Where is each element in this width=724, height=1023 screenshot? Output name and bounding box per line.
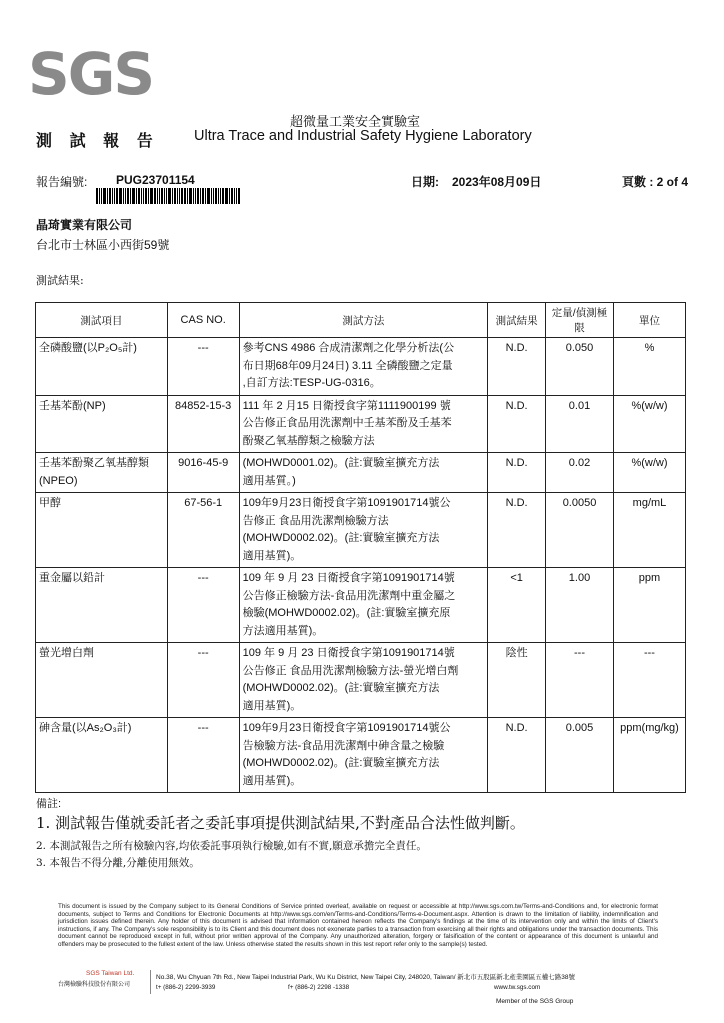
method-line: 109 年 9 月 23 日衛授食字第1091901714號 (242, 572, 455, 584)
barcode-bar (157, 188, 158, 204)
cell-unit: ppm (613, 568, 685, 643)
report-number: PUG23701154 (116, 173, 195, 187)
cell-cas: --- (167, 718, 239, 793)
method-line: 布日期68年09月24日) 3.11 全磷酸鹽之定量 (242, 359, 453, 372)
cell-method (239, 395, 488, 453)
cell-cas: --- (167, 643, 239, 718)
barcode-bar (234, 188, 235, 204)
method-line: 111 年 2 月15 日衛授食字第1111900199 號 (242, 399, 451, 412)
barcode-bar (148, 188, 149, 204)
barcode-bar (181, 188, 183, 204)
cell-item: 重金屬以鉛計 (36, 568, 168, 643)
barcode-bar (184, 188, 186, 204)
cell-limit: 0.01 (546, 395, 614, 453)
method-line: (MOHWD0002.02)。(註:實驗室擴充方法 (242, 682, 440, 694)
method-line: 適用基質)。 (242, 549, 302, 562)
cell-item: 甲醇 (36, 493, 168, 568)
table-header-row (36, 303, 686, 338)
cell-unit: %(w/w) (613, 453, 685, 493)
barcode-bar (145, 188, 147, 204)
barcode-bar (96, 188, 98, 204)
cell-method (239, 643, 488, 718)
footer-company-en: SGS Taiwan Ltd. (86, 970, 135, 977)
client-name: 晶琦實業有限公司 (36, 218, 133, 232)
method-line: 適用基質)。 (242, 699, 302, 712)
barcode-bar (207, 188, 210, 204)
footer-telephone: t+ (886-2) 2299-3939 (156, 984, 216, 991)
cell-limit: --- (546, 643, 614, 718)
cell-result: N.D. (488, 718, 546, 793)
barcode-bar (164, 188, 165, 204)
cell-unit: mg/mL (613, 493, 685, 568)
logo-text: SGS (28, 40, 154, 108)
client-address: 台北市士林區小西街59號 (36, 238, 170, 252)
method-line: (MOHWD0002.02)。(註:實驗室擴充方法 (242, 532, 440, 544)
method-line: 告檢驗方法-食品用洗潔劑中砷含量之檢驗 (242, 739, 445, 752)
footer-address: No.38, Wu Chyuan 7th Rd., New Taipei Industrial Park, Wu Ku District, New Taipei City, 248020, Taiwan/ 新北市五股區新北產業園區五權七路38號 (156, 974, 576, 981)
cell-limit: 0.0050 (546, 493, 614, 568)
barcode-bar (174, 188, 176, 204)
cell-limit: 1.00 (546, 568, 614, 643)
page-count: 頁數 : 2 of 4 (622, 175, 689, 189)
table-row (36, 395, 686, 453)
barcode-bar (187, 188, 188, 204)
header-limit: 定量/偵測極限 (546, 303, 614, 338)
footer-member: Member of the SGS Group (496, 998, 574, 1005)
barcode-bar (200, 188, 201, 204)
barcode-bar (168, 188, 171, 204)
barcode-bar (101, 188, 102, 204)
footer-company-zh: 台灣檢驗科技股份有限公司 (58, 982, 131, 988)
table-row (36, 493, 686, 568)
barcode-bar (161, 188, 163, 204)
barcode-bar (220, 188, 221, 204)
cell-item: 壬基苯酚聚乙氧基醇類(NPEO) (36, 453, 168, 493)
table-row (36, 718, 686, 793)
cell-result: N.D. (488, 395, 546, 453)
footer-website: www.tw.sgs.com (494, 984, 541, 991)
barcode-bar (125, 188, 126, 204)
method-line: 109 年 9 月 23 日衛授食字第1091901714號 (242, 647, 455, 659)
footer-divider (150, 970, 151, 994)
table-row (36, 338, 686, 396)
cell-item: 砷含量(以As₂O₃計) (36, 718, 168, 793)
header-unit: 單位 (613, 303, 685, 338)
cell-cas: --- (167, 338, 239, 396)
barcode-bar (119, 188, 122, 204)
barcode-bar (132, 188, 135, 204)
barcode-bar (99, 188, 100, 204)
cell-method (239, 718, 488, 793)
barcode-bar (130, 188, 131, 204)
method-line: 公告修正 食品用洗潔劑檢驗方法-螢光增白劑 (242, 664, 459, 677)
barcode-bar (229, 188, 230, 204)
barcode-bar (116, 188, 118, 204)
method-line: ,自訂方法:TESP-UG-0316。 (242, 377, 381, 389)
barcode-bar (193, 188, 194, 204)
method-line: 酚聚乙氧基醇類之檢驗方法 (242, 434, 375, 447)
barcode-bar (166, 188, 167, 204)
method-line: 公告修正食品用洗潔劑中壬基苯酚及壬基苯 (242, 417, 452, 429)
results-label: 測試結果: (36, 274, 84, 287)
table-row (36, 453, 686, 493)
lab-name-zh: 超微量工業安全實驗室 (290, 115, 421, 130)
notes-label: 備註: (36, 798, 62, 810)
cell-result: 陰性 (488, 643, 546, 718)
barcode (96, 188, 268, 204)
date-label: 日期: (411, 175, 439, 189)
report-title: 測 試 報 告 (36, 131, 159, 150)
method-line: 公告修正檢驗方法-食品用洗潔劑中重金屬之 (242, 589, 456, 602)
cell-unit: %(w/w) (613, 395, 685, 453)
note-3: 3. 本報告不得分離,分離使用無效。 (36, 857, 200, 869)
table-row (36, 643, 686, 718)
header-cas: CAS NO. (167, 303, 239, 338)
method-line: 參考CNS 4986 合成清潔劑之化學分析法(公 (242, 342, 455, 354)
barcode-bar (231, 188, 233, 204)
method-line: 109年9月23日衛授食字第1091901714號公 (242, 722, 451, 734)
report-number-label: 報告編號: (36, 175, 88, 189)
cell-result: N.D. (488, 338, 546, 396)
barcode-bar (123, 188, 124, 204)
barcode-bar (179, 188, 180, 204)
barcode-bar (218, 188, 219, 204)
cell-cas: 9016-45-9 (167, 453, 239, 493)
method-line: 方法適用基質)。 (242, 624, 324, 637)
barcode-bar (195, 188, 196, 204)
barcode-bar (114, 188, 115, 204)
method-line: 檢驗(MOHWD0002.02)。(註:實驗室擴充原 (242, 607, 451, 619)
cell-unit: % (613, 338, 685, 396)
barcode-bar (189, 188, 192, 204)
barcode-bar (177, 188, 178, 204)
cell-result: <1 (488, 568, 546, 643)
table-row (36, 568, 686, 643)
barcode-bar (238, 188, 240, 204)
cell-unit: ppm(mg/kg) (613, 718, 685, 793)
sgs-logo (28, 40, 158, 108)
cell-method (239, 453, 488, 493)
note-2: 2. 本測試報告之所有檢驗內容,均依委託事項執行檢驗,如有不實,願意承擔完全責任。 (36, 840, 427, 852)
barcode-bar (141, 188, 142, 204)
results-table (35, 302, 686, 793)
barcode-bar (103, 188, 106, 204)
cell-limit: 0.02 (546, 453, 614, 493)
barcode-bar (143, 188, 144, 204)
cell-limit: 0.005 (546, 718, 614, 793)
footer-fax: f+ (886-2) 2298 -1338 (288, 984, 350, 991)
barcode-bar (225, 188, 228, 204)
cell-method (239, 568, 488, 643)
barcode-bar (215, 188, 217, 204)
cell-result: N.D. (488, 493, 546, 568)
method-line: 適用基質)。 (242, 774, 302, 787)
report-date: 2023年08月09日 (452, 175, 542, 189)
legal-disclaimer: This document is issued by the Company subject to its General Conditions of Service printed overleaf, available on request or accessible at http://www.sgs.com.tw/Terms-and-Conditions and, for electronic format documents, subject to Terms and Conditions for Electronic Documents at http://www.sgs.com/en/Terms-and-Conditions/Terms-e-Document.aspx. Attention is drawn to the limitation of liability, indemnification and jurisdiction issues defined therein. Any holder of this document is advised that information contained hereon reflects the Company's findings at the time of its intervention only and within the limits of Client's instructions, if any. The Company's sole responsibility is to its Client and this document does not exonerate parties to a transaction from exercising all their rights and obligations under the transaction documents. This document cannot be reproduced except in full, without prior written approval of the Company. Any unauthorized alteration, forgery or falsification of the content or appearance of this document is unlawful and offenders may be prosecuted to the fullest extent of the law. Unless otherwise stated the results shown in this test report refer only to the sample(s) tested. (58, 903, 658, 948)
barcode-bar (109, 188, 111, 204)
barcode-bar (205, 188, 206, 204)
header-item: 測試項目 (36, 303, 168, 338)
cell-limit: 0.050 (546, 338, 614, 396)
cell-cas: --- (167, 568, 239, 643)
header-method: 測試方法 (239, 303, 488, 338)
cell-result: N.D. (488, 453, 546, 493)
barcode-bar (150, 188, 153, 204)
cell-item: 壬基苯酚(NP) (36, 395, 168, 453)
barcode-bar (236, 188, 237, 204)
barcode-bar (159, 188, 160, 204)
lab-name-en: Ultra Trace and Industrial Safety Hygiene Laboratory (194, 128, 532, 144)
barcode-bar (154, 188, 156, 204)
barcode-bar (213, 188, 214, 204)
barcode-bar (211, 188, 212, 204)
barcode-bar (197, 188, 199, 204)
note-1: 1. 測試報告僅就委託者之委託事項提供測試結果,不對產品合法性做判斷。 (36, 814, 525, 832)
cell-method (239, 493, 488, 568)
header-result: 測試結果 (488, 303, 546, 338)
cell-item: 螢光增白劑 (36, 643, 168, 718)
barcode-bar (202, 188, 204, 204)
method-line: (MOHWD0001.02)。(註:實驗室擴充方法 (242, 457, 440, 469)
barcode-bar (138, 188, 140, 204)
cell-item: 全磷酸鹽(以P₂O₅計) (36, 338, 168, 396)
barcode-bar (127, 188, 129, 204)
method-line: 109年9月23日衛授食字第1091901714號公 (242, 497, 451, 509)
barcode-bar (112, 188, 113, 204)
barcode-bar (172, 188, 173, 204)
cell-method (239, 338, 488, 396)
method-line: 適用基質。) (242, 474, 296, 487)
barcode-bar (222, 188, 224, 204)
cell-cas: 84852-15-3 (167, 395, 239, 453)
method-line: (MOHWD0002.02)。(註:實驗室擴充方法 (242, 757, 440, 769)
cell-cas: 67-56-1 (167, 493, 239, 568)
cell-unit: --- (613, 643, 685, 718)
barcode-bar (136, 188, 137, 204)
method-line: 告修正 食品用洗潔劑檢驗方法 (242, 514, 389, 527)
barcode-bar (107, 188, 108, 204)
